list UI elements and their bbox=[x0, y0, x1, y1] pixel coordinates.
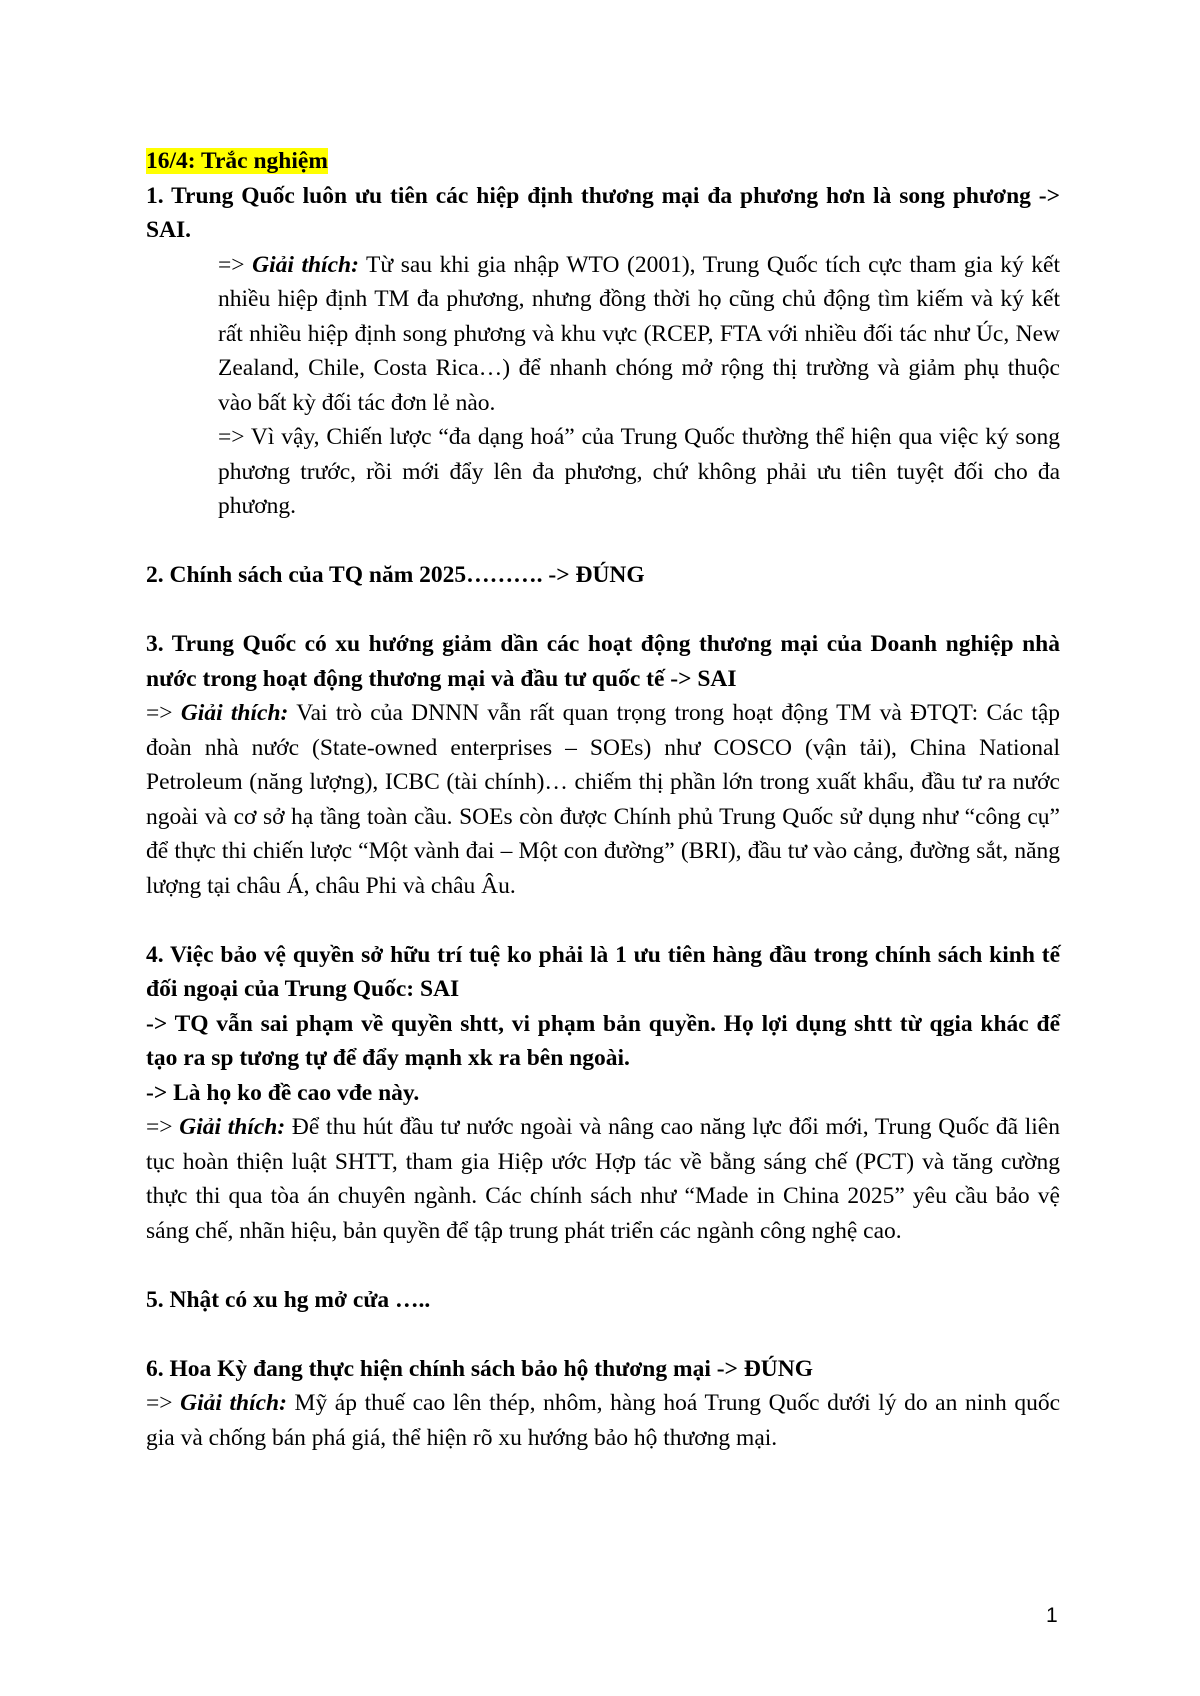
question-1-explanation bbox=[146, 248, 1060, 421]
explanation-arrow: => bbox=[146, 1390, 181, 1416]
question-6: 6. Hoa Kỳ đang thực hiện chính sách bảo hộ thương mại -> ĐÚNG bbox=[146, 1355, 814, 1382]
question-3-explanation bbox=[146, 696, 1060, 903]
explanation-text: Mỹ áp thuế cao lên thép, nhôm, hàng hoá Trung Quốc dưới lý do an ninh quốc gia và chống bán phá giá, thể hiện rõ xu hướng bảo hộ thương mại. bbox=[146, 1390, 1061, 1451]
question-4-explanation bbox=[146, 1110, 1060, 1248]
explanation-text: Từ sau khi gia nhập WTO (2001), Trung Quốc tích cực tham gia ký kết nhiều hiệp định TM đa phương, nhưng đồng thời họ cũng chủ động tìm kiếm và ký kết rất nhiều hiệp định song phương và khu vực (RCEP, FTA với nhiều đối tác như Úc, New Zealand, Chile, Costa Rica…) để nhanh chóng mở rộng thị trường và giảm phụ thuộc vào bất kỳ đối tác đơn lẻ nào. bbox=[218, 251, 1060, 416]
explanation-label: Giải thích: bbox=[252, 251, 359, 278]
question-5: 5. Nhật có xu hg mở cửa ….. bbox=[146, 1286, 431, 1313]
question-1: 1. Trung Quốc luôn ưu tiên các hiệp định thương mại đa phương hơn là song phương -> SAI. bbox=[146, 182, 1060, 243]
explanation-label: Giải thích: bbox=[180, 700, 289, 726]
explanation-text: Để thu hút đầu tư nước ngoài và nâng cao năng lực đổi mới, Trung Quốc đã liên tục hoàn thiện luật SHTT, tham gia Hiệp ước Hợp tác về bằng sáng chế (PCT) và tăng cường thực thi qua tòa án chuyên ngành. Các chính sách như “Made in China 2025” yêu cầu bảo vệ sáng chế, nhãn hiệu, bản quyền để tập trung phát triển các ngành công nghệ cao. bbox=[146, 1114, 1060, 1244]
explanation-arrow: => bbox=[218, 251, 253, 278]
spacer bbox=[146, 1248, 1060, 1283]
page-number: 1 bbox=[1046, 1604, 1058, 1627]
spacer bbox=[146, 593, 1060, 628]
title-highlight: 16/4: Trắc nghiệm bbox=[146, 148, 328, 174]
explanation-text: Vai trò của DNNN vẫn rất quan trọng trong hoạt động TM và ĐTQT: Các tập đoàn nhà nước (State-owned enterprises – SOEs) như COSCO (vận tải), China National Petroleum (năng lượng), ICBC (tài chính)… chiếm thị phần lớn trong xuất khẩu, đầu tư ra nước ngoài và cơ sở hạ tầng toàn cầu. SOEs còn được Chính phủ Trung Quốc sử dụng như “công cụ” để thực thi chiến lược “Một vành đai – Một con đường” (BRI), đầu tư vào cảng, đường sắt, năng lượng tại châu Á, châu Phi và châu Âu. bbox=[146, 700, 1061, 899]
explanation-arrow: => bbox=[146, 1114, 180, 1140]
document-body bbox=[146, 144, 1060, 1455]
explanation-label: Giải thích: bbox=[180, 1390, 287, 1416]
page-title bbox=[146, 144, 1060, 179]
question-6-explanation bbox=[146, 1386, 1060, 1455]
spacer bbox=[146, 903, 1060, 938]
question-4-note-1: -> TQ vẫn sai phạm về quyền shtt, vi phạm bản quyền. Họ lợi dụng shtt từ qgia khác để tạo ra sp tương tự để đẩy mạnh xk ra bên ngoài. bbox=[146, 1010, 1060, 1071]
question-1-conclusion: => Vì vậy, Chiến lược “đa dạng hoá” của Trung Quốc thường thể hiện qua việc ký song phương trước, rồi mới đẩy lên đa phương, chứ không phải ưu tiên tuyệt đối cho đa phương. bbox=[218, 424, 1060, 519]
spacer bbox=[146, 1317, 1060, 1352]
question-4: 4. Việc bảo vệ quyền sở hữu trí tuệ ko phải là 1 ưu tiên hàng đầu trong chính sách kinh tế đối ngoại của Trung Quốc: SAI bbox=[146, 941, 1060, 1002]
question-2: 2. Chính sách của TQ năm 2025………. -> ĐÚNG bbox=[146, 562, 645, 588]
explanation-arrow: => bbox=[146, 700, 181, 726]
explanation-label: Giải thích: bbox=[179, 1114, 286, 1140]
spacer bbox=[146, 524, 1060, 559]
question-4-note-2: -> Là họ ko đề cao vđe này. bbox=[146, 1079, 420, 1106]
question-3: 3. Trung Quốc có xu hướng giảm dần các hoạt động thương mại của Doanh nghiệp nhà nước trong hoạt động thương mại và đầu tư quốc tế -> SAI bbox=[146, 631, 1060, 692]
